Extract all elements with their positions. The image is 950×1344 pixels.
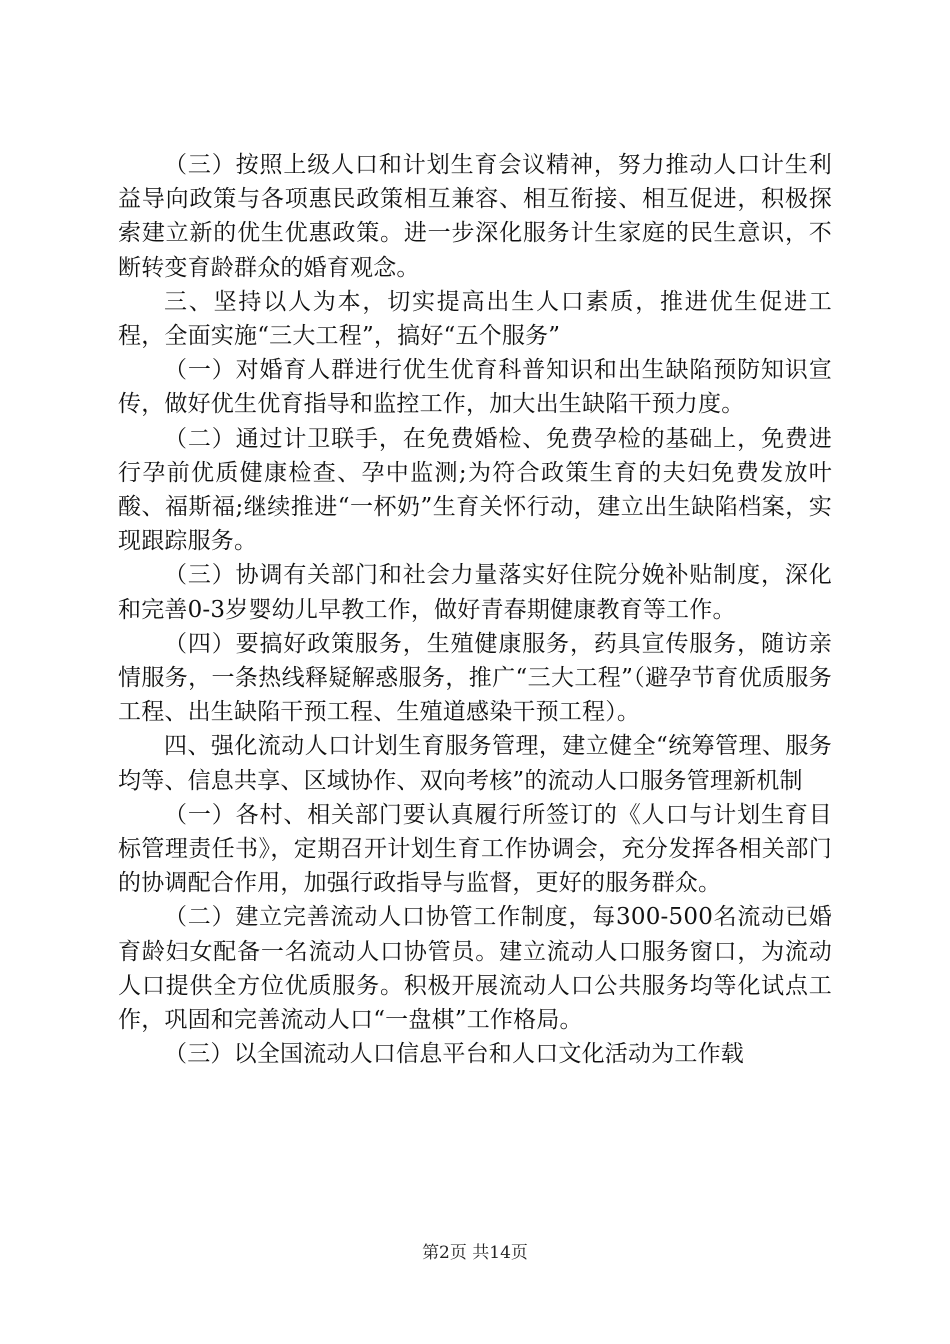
document-body	[118, 148, 832, 1071]
page-number-footer: 第2页 共14页	[422, 1243, 528, 1263]
paragraph-8: （一）各村、相关部门要认真履行所签订的《人口与计划生育目标管理责任书》，定期召开计划生育工作协调会，充分发挥各相关部门的协调配合作用，加强行政指导与监督，更好的服务群众。	[118, 801, 832, 897]
section-heading-3: 三、坚持以人为本，切实提高出生人口素质，推进优生促进工程，全面实施“三大工程”，搞好“五个服务”	[118, 288, 832, 350]
paragraph-3: （一）对婚育人群进行优生优育科普知识和出生缺陷预防知识宣传，做好优生优育指导和监控工作，加大出生缺陷干预力度。	[118, 357, 832, 418]
paragraph-9: （二）建立完善流动人口协管工作制度，每300-500名流动已婚育龄妇女配备一名流动人口协管员。建立流动人口服务窗口，为流动人口提供全方位优质服务。积极开展流动人口公共服务均等化试点工作，巩固和完善流动人口“一盘棋”工作格局。	[118, 904, 832, 1034]
paragraph-6: （四）要搞好政策服务，生殖健康服务，药具宣传服务，随访亲情服务，一条热线释疑解惑服务，推广“三大工程”（避孕节育优质服务工程、出生缺陷干预工程、生殖道感染干预工程）。	[118, 630, 832, 726]
paragraph-10: （三）以全国流动人口信息平台和人口文化活动为工作载	[164, 1041, 744, 1068]
section-heading-4: 四、强化流动人口计划生育服务管理，建立健全“统筹管理、服务均等、信息共享、区域协作、双向考核”的流动人口服务管理新机制	[118, 733, 832, 794]
paragraph-1: （三）按照上级人口和计划生育会议精神，努力推动人口计生利益导向政策与各项惠民政策相互兼容、相互衔接、相互促进，积极探索建立新的优生优惠政策。进一步深化服务计生家庭的民生意识，不断转变育龄群众的婚育观念。	[118, 152, 832, 281]
paragraph-5: （三）协调有关部门和社会力量落实好住院分娩补贴制度，深化和完善0-3岁婴幼儿早教工作，做好青春期健康教育等工作。	[118, 562, 832, 623]
paragraph-4: （二）通过计卫联手，在免费婚检、免费孕检的基础上，免费进行孕前优质健康检查、孕中监测;为符合政策生育的夫妇免费发放叶酸、福斯福;继续推进“一杯奶”生育关怀行动，建立出生缺陷档案，实现跟踪服务。	[118, 425, 832, 555]
